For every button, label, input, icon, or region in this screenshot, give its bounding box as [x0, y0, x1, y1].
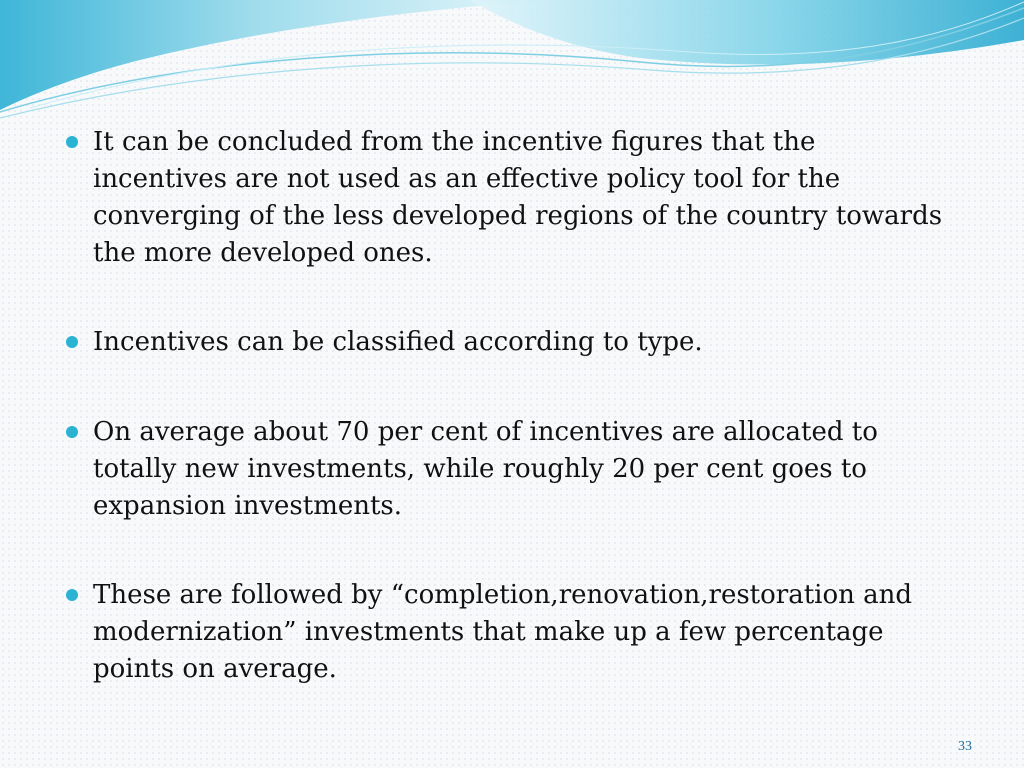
bullet-text: It can be concluded from the incentive figures that the incentives are not used as an effective policy tool for the converging of the less developed regions of the country towards the more developed ones.	[93, 127, 943, 268]
slide-body	[66, 124, 956, 740]
bullet-dot-icon	[66, 426, 78, 438]
bullet-item-incentive-policy	[66, 124, 956, 272]
bullet-dot-icon	[66, 336, 78, 348]
page-number: 33	[958, 739, 972, 754]
bullet-text: On average about 70 per cent of incentives are allocated to totally new investments, while roughly 20 per cent goes to expansion investments.	[93, 417, 878, 521]
bullet-text: These are followed by “completion,renovation,restoration and modernization” investments that make up a few percentage points on average.	[93, 580, 913, 684]
wave-decoration	[0, 0, 1024, 130]
bullet-list	[66, 124, 956, 688]
bullet-item-allocation	[66, 414, 956, 525]
bullet-dot-icon	[66, 589, 78, 601]
bullet-item-classification	[66, 324, 956, 361]
bullet-text: Incentives can be classified according to type.	[93, 327, 703, 357]
bullet-item-modernization	[66, 577, 956, 688]
bullet-dot-icon	[66, 136, 78, 148]
